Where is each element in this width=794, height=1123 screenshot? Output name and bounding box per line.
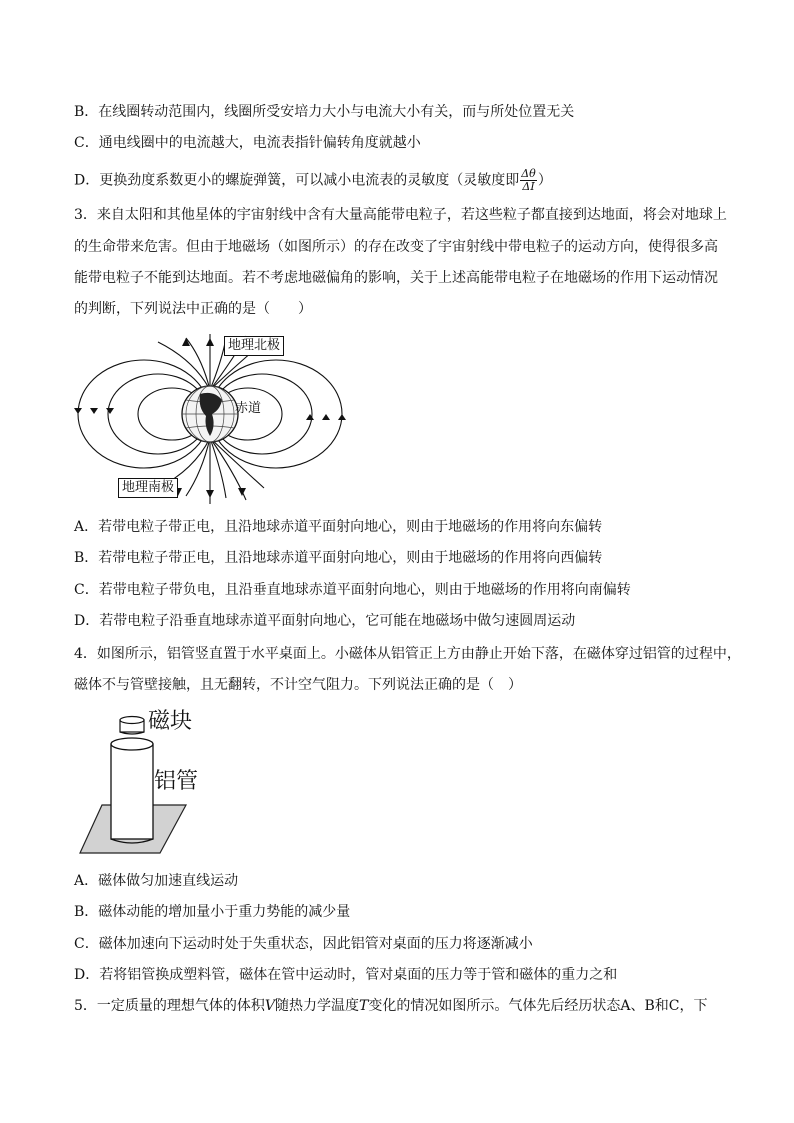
aluminum-tube-label: 铝管 bbox=[154, 769, 199, 794]
q2-option-d bbox=[74, 168, 552, 193]
q5-temperature-var: T bbox=[359, 998, 369, 1014]
q2-option-d-close: ） bbox=[537, 172, 552, 189]
q3-option-d: D．若带电粒子沿垂直地球赤道平面射向地心，它可能在地磁场中做匀速圆周运动 bbox=[74, 613, 576, 629]
geographic-south-pole-label: 地理南极 bbox=[118, 478, 178, 498]
magnet-tube-figure bbox=[78, 705, 238, 857]
q5-text-3: 变化的情况如图所示。气体先后经历状态A、B和C，下 bbox=[368, 998, 708, 1014]
q2-option-c: C．通电线圈中的电流越大，电流表指针偏转角度就越小 bbox=[74, 135, 421, 151]
equator-label: 赤道 bbox=[235, 401, 262, 416]
q3-option-b: B．若带电粒子带正电，且沿地球赤道平面射向地心，则由于地磁场的作用将向西偏转 bbox=[74, 550, 603, 566]
q5-stem-line-1 bbox=[74, 996, 708, 1016]
magnet-label: 磁块 bbox=[148, 709, 193, 734]
q3-stem-line-4: 的判断，下列说法中正确的是（ ） bbox=[74, 301, 312, 317]
q5-text-1: 5．一定质量的理想气体的体积 bbox=[74, 998, 265, 1014]
fraction-numerator: Δθ bbox=[521, 167, 536, 180]
sensitivity-fraction bbox=[520, 168, 537, 193]
q4-stem-line-2: 磁体不与管壁接触，且无翻转，不计空气阻力。下列说法正确的是（ ） bbox=[74, 677, 522, 693]
q4-option-c: C．磁体加速向下运动时处于失重状态，因此铝管对桌面的压力将逐渐减小 bbox=[74, 936, 533, 952]
q2-option-d-text: D．更换劲度系数更小的螺旋弹簧，可以减小电流表的灵敏度（灵敏度即 bbox=[74, 172, 520, 189]
q5-volume-var: V bbox=[264, 998, 276, 1014]
q5-text-2: 随热力学温度 bbox=[275, 998, 360, 1014]
q3-stem-line-1: 3．来自太阳和其他星体的宇宙射线中含有大量高能带电粒子，若这些粒子都直接到达地面，将会对地球上 bbox=[74, 207, 727, 223]
q3-option-a: A．若带电粒子带正电，且沿地球赤道平面射向地心，则由于地磁场的作用将向东偏转 bbox=[74, 519, 603, 535]
q4-option-a: A．磁体做匀加速直线运动 bbox=[74, 873, 239, 889]
q3-stem-line-2: 的生命带来危害。但由于地磁场（如图所示）的存在改变了宇宙射线中带电粒子的运动方向，使得很多高 bbox=[74, 239, 718, 255]
geomagnetic-field-figure bbox=[74, 330, 374, 508]
q3-stem-line-3: 能带电粒子不能到达地面。若不考虑地磁偏角的影响，关于上述高能带电粒子在地磁场的作用下运动情况 bbox=[74, 270, 718, 286]
q2-option-b: B．在线圈转动范围内，线圈所受安培力大小与电流大小有关，而与所处位置无关 bbox=[74, 104, 575, 120]
q4-option-d: D．若将铝管换成塑料管，磁体在管中运动时，管对桌面的压力等于管和磁体的重力之和 bbox=[74, 967, 618, 983]
q3-option-c: C．若带电粒子带负电，且沿垂直地球赤道平面射向地心，则由于地磁场的作用将向南偏转 bbox=[74, 582, 631, 598]
q4-stem-line-1: 4．如图所示，铝管竖直置于水平桌面上。小磁体从铝管正上方由静止开始下落，在磁体穿过铝管的过程中， bbox=[74, 646, 741, 662]
geographic-north-pole-label: 地理北极 bbox=[224, 336, 284, 356]
q4-option-b: B．磁体动能的增加量小于重力势能的减少量 bbox=[74, 904, 351, 920]
fraction-denominator: ΔI bbox=[522, 180, 535, 193]
